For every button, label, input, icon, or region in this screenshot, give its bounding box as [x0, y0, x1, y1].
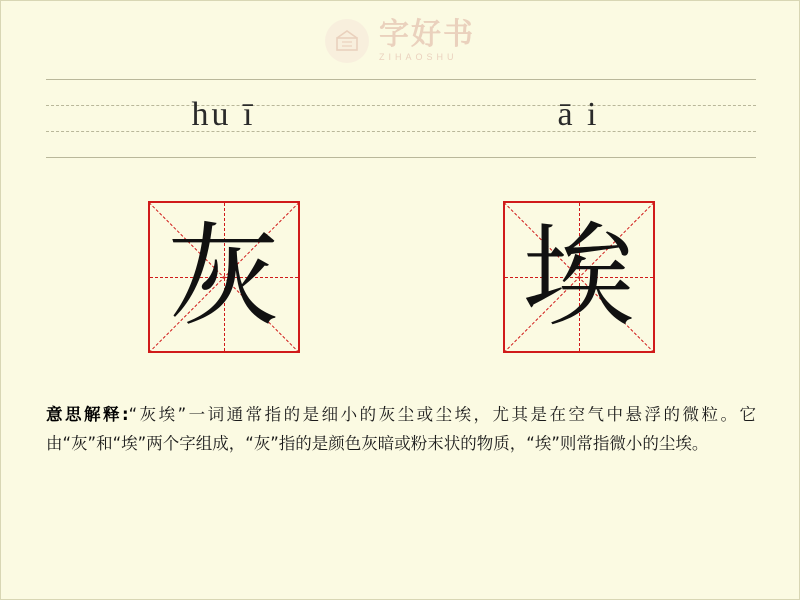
- brand-watermark: [1, 11, 799, 71]
- rule-line-bottom: [46, 157, 756, 158]
- brand-subname: ZIHAOSHU: [379, 52, 458, 62]
- pinyin-cell-2: [401, 79, 756, 157]
- character-glyph-1: 灰: [167, 212, 280, 342]
- character-cell-1: [46, 201, 401, 361]
- pinyin-ruled-lines: [46, 79, 756, 159]
- brand-text: [379, 17, 475, 62]
- seal-stamp-icon: [325, 19, 369, 63]
- explanation-body: “灰埃”一词通常指的是细小的灰尘或尘埃，尤其是在空气中悬浮的微粒。它由“灰”和“埃”两个字组成，“灰”指的是颜色灰暗或粉末状的物质，“埃”则常指微小的尘埃。: [46, 405, 756, 453]
- character-cell-2: [401, 201, 756, 361]
- pinyin-text-2: ā i: [557, 96, 600, 133]
- pinyin-text-1: hu ī: [191, 96, 256, 133]
- tianzige-box-1: [148, 201, 300, 353]
- tianzige-box-2: [503, 201, 655, 353]
- character-glyph-2: 埃: [522, 212, 635, 342]
- character-grid-row: [46, 201, 756, 361]
- pinyin-cell-1: [46, 79, 401, 157]
- explanation-label: 意思解释:: [46, 405, 129, 424]
- brand-name: 字好书: [379, 17, 475, 52]
- explanation-block: [46, 401, 756, 459]
- pinyin-row: [46, 79, 756, 157]
